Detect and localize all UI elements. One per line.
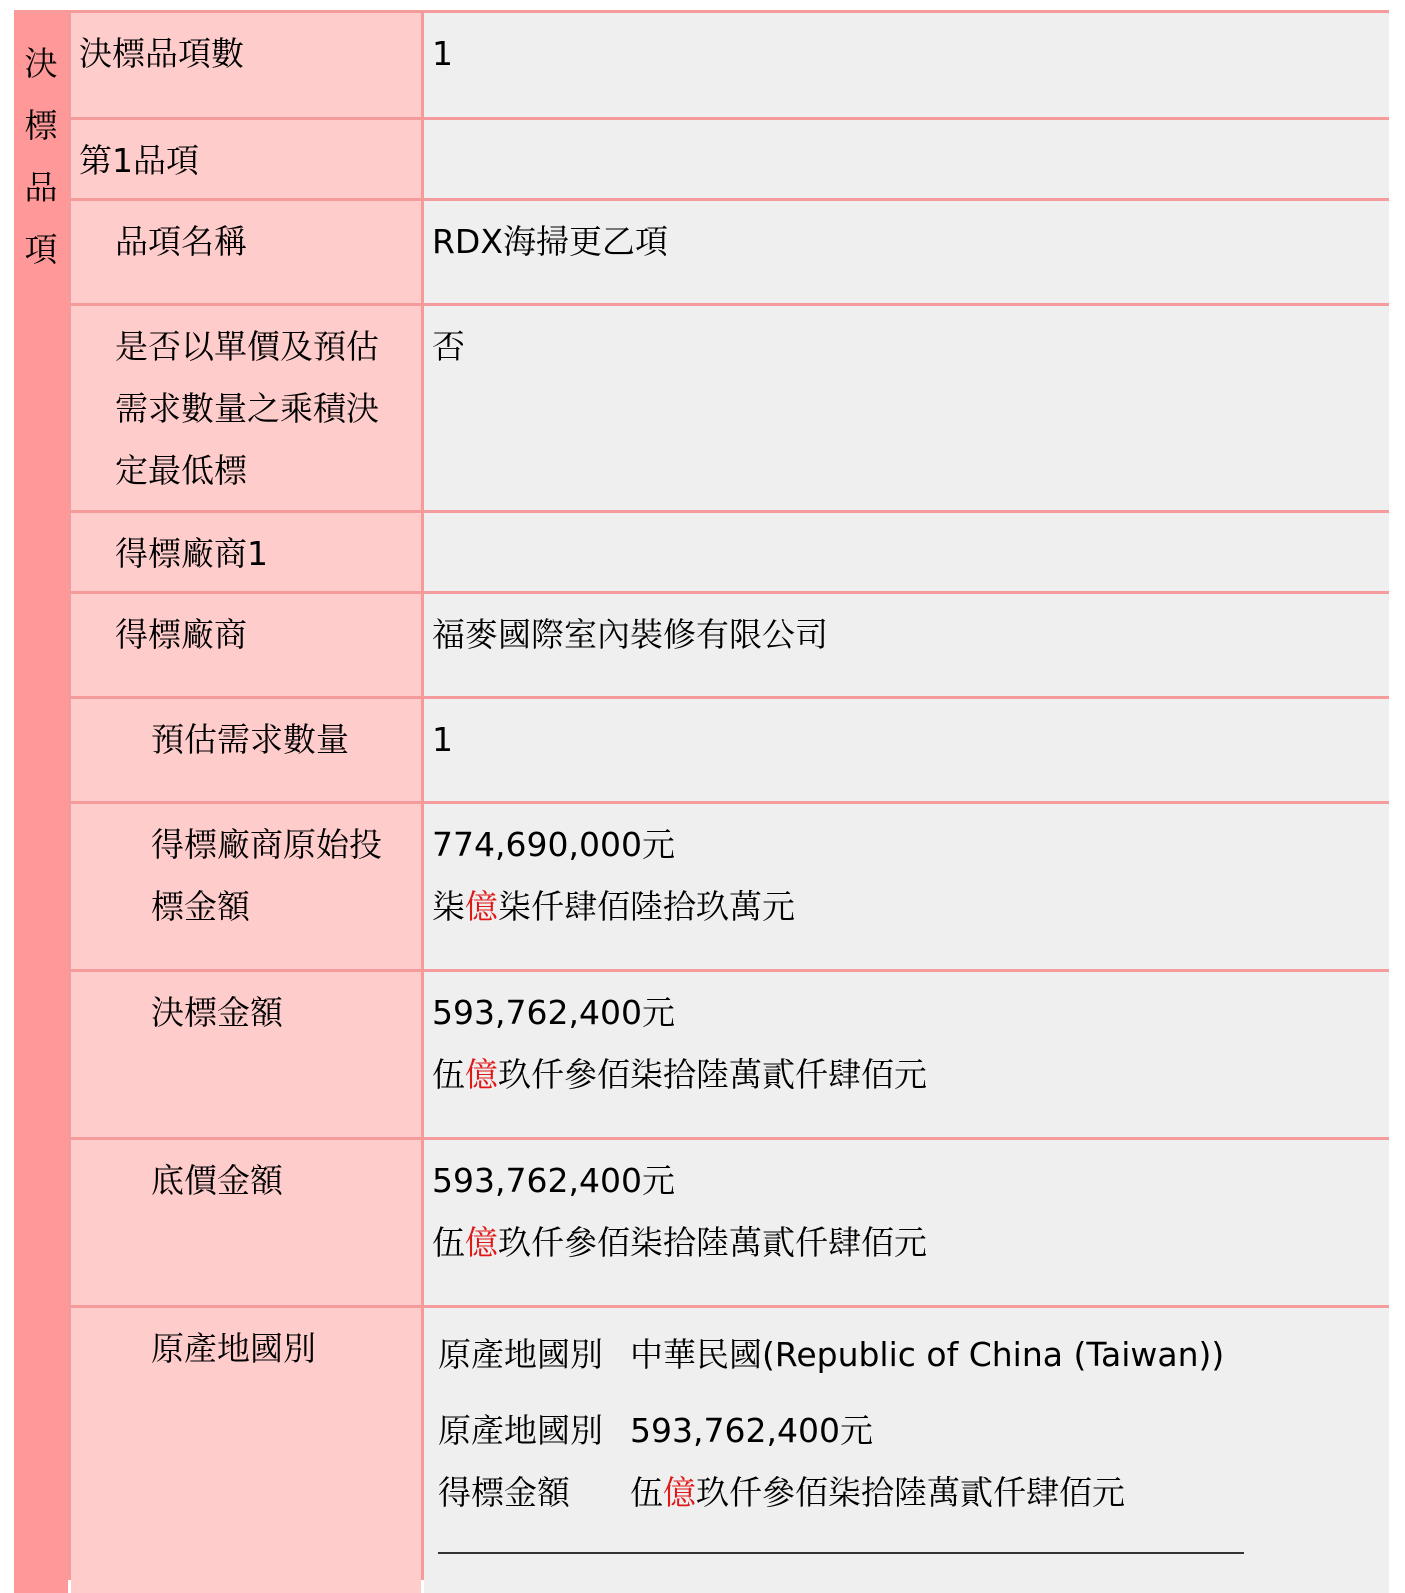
orig-bid-amount: 774,690,000元 xyxy=(432,825,675,864)
item-name-value: RDX海掃更乙項 xyxy=(424,201,1389,303)
orig-bid-label-line: 得標廠商原始投 xyxy=(151,825,382,864)
origin-label: 原產地國別 xyxy=(71,1308,421,1593)
section-title-char: 決 xyxy=(24,44,58,83)
award-amount: 593,762,400元 xyxy=(432,993,675,1032)
reserve-value xyxy=(424,1140,1389,1305)
winner-header-value xyxy=(424,513,1389,591)
winner-value: 福麥國際室內裝修有限公司 xyxy=(424,594,1389,696)
section-title xyxy=(14,13,68,1593)
est-qty-value: 1 xyxy=(424,699,1389,801)
reserve-amount: 593,762,400元 xyxy=(432,1161,675,1200)
winner-header-label: 得標廠商1 xyxy=(71,513,421,591)
section-title-char: 標 xyxy=(24,106,58,145)
award-label: 決標金額 xyxy=(71,972,421,1137)
item-count-label: 決標品項數 xyxy=(71,13,421,117)
award-words-red: 億 xyxy=(465,1055,498,1094)
origin-words-red: 億 xyxy=(663,1473,696,1512)
orig-bid-words xyxy=(432,876,1389,938)
section-title-char: 品 xyxy=(24,168,58,207)
est-qty-label: 預估需求數量 xyxy=(71,699,421,801)
origin-words-key: 得標金額 xyxy=(438,1473,570,1512)
unit-price-value: 否 xyxy=(424,306,1389,510)
origin-country-row xyxy=(438,1324,1389,1386)
award-value xyxy=(424,972,1389,1137)
orig-bid-words-red: 億 xyxy=(465,887,498,926)
award-items-table xyxy=(14,10,1389,1580)
item-count-value: 1 xyxy=(424,13,1389,117)
unit-price-label-line: 是否以單價及預估 xyxy=(115,327,379,366)
reserve-words-post: 玖仟參佰柒拾陸萬貳仟肆佰元 xyxy=(498,1223,927,1262)
reserve-label: 底價金額 xyxy=(71,1140,421,1305)
reserve-words-pre: 伍 xyxy=(432,1223,465,1262)
orig-bid-label-line: 標金額 xyxy=(151,887,250,926)
origin-country-value: 中華民國(Republic of China (Taiwan)) xyxy=(630,1335,1225,1374)
section-title-char: 項 xyxy=(24,230,58,269)
reserve-words-red: 億 xyxy=(465,1223,498,1262)
unit-price-label-line: 定最低標 xyxy=(115,451,247,490)
origin-amount-key: 原產地國別 xyxy=(438,1411,603,1450)
award-words-pre: 伍 xyxy=(432,1055,465,1094)
orig-bid-words-post: 柒仟肆佰陸拾玖萬元 xyxy=(498,887,795,926)
winner-label: 得標廠商 xyxy=(71,594,421,696)
orig-bid-value xyxy=(424,804,1389,969)
origin-words-value xyxy=(630,1462,1125,1524)
item-name-label: 品項名稱 xyxy=(71,201,421,303)
item-header-value xyxy=(424,120,1389,198)
orig-bid-label xyxy=(71,804,421,969)
award-words xyxy=(432,1044,1389,1106)
origin-words-pre: 伍 xyxy=(630,1473,663,1512)
unit-price-label xyxy=(71,306,421,510)
origin-value xyxy=(424,1308,1389,1593)
unit-price-label-line: 需求數量之乘積決 xyxy=(115,389,379,428)
orig-bid-words-pre: 柒 xyxy=(432,887,465,926)
origin-words-row xyxy=(438,1462,1389,1524)
origin-sub-table xyxy=(424,1308,1389,1554)
origin-amount-row xyxy=(438,1400,1389,1462)
origin-divider xyxy=(438,1552,1244,1554)
item-header-label: 第1品項 xyxy=(71,120,421,198)
origin-words-post: 玖仟參佰柒拾陸萬貳仟肆佰元 xyxy=(696,1473,1125,1512)
award-words-post: 玖仟參佰柒拾陸萬貳仟肆佰元 xyxy=(498,1055,927,1094)
reserve-words xyxy=(432,1212,1389,1274)
origin-amount-value: 593,762,400元 xyxy=(630,1411,873,1450)
origin-country-key: 原產地國別 xyxy=(438,1335,603,1374)
